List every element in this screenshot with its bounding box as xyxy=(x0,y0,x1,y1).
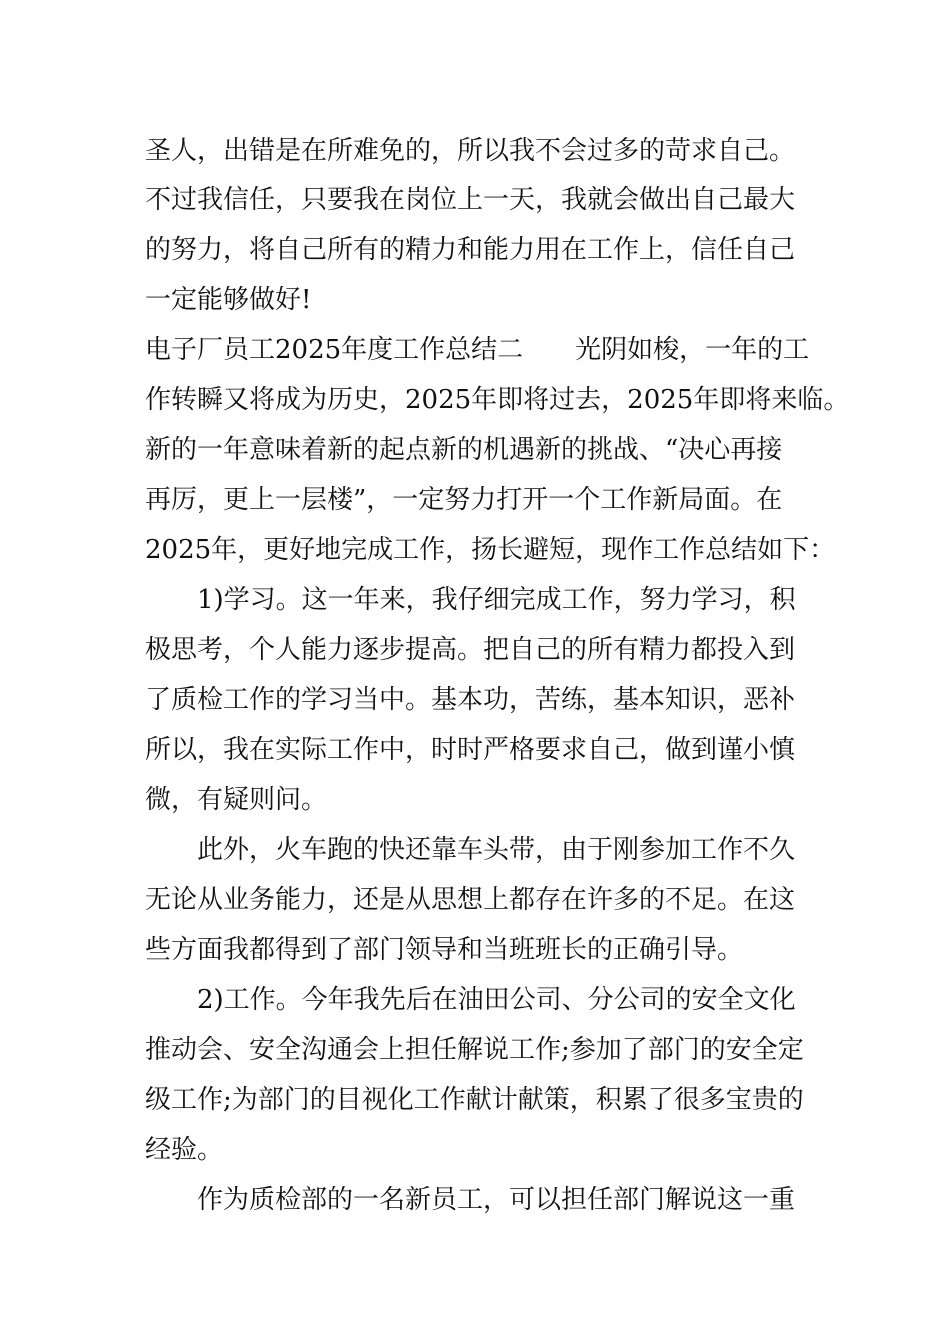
text-line: 圣人，出错是在所难免的，所以我不会过多的苛求自己。 xyxy=(145,136,796,166)
text-line: 2025年，更好地完成工作，扬长避短，现作工作总结如下： xyxy=(145,535,836,565)
text-line: 些方面我都得到了部门领导和当班班长的正确引导。 xyxy=(145,935,744,965)
text-line: 推动会、安全沟通会上担任解说工作;参加了部门的安全定 xyxy=(145,1035,804,1065)
paragraph-start-line: 此外，火车跑的快还靠车头带，由于刚参加工作不久 xyxy=(197,835,796,865)
paragraph-start-line: 1)学习。这一年来，我仔细完成工作，努力学习，积 xyxy=(197,585,796,615)
text-line: 微，有疑则问。 xyxy=(145,785,328,815)
text-line: 的努力，将自己所有的精力和能力用在工作上，信任自己 xyxy=(145,235,796,265)
section-heading-line: 电子厂员工2025年度工作总结二 光阴如梭，一年的工 xyxy=(145,335,810,365)
paragraph-start-line: 2)工作。今年我先后在油田公司、分公司的安全文化 xyxy=(197,985,796,1015)
text-line: 了质检工作的学习当中。基本功，苦练，基本知识，恶补 xyxy=(145,685,796,715)
text-line: 一定能够做好! xyxy=(145,285,312,315)
text-line: 再厉，更上一层楼”，一定努力打开一个工作新局面。在 xyxy=(145,485,783,515)
text-line: 无论从业务能力，还是从思想上都存在许多的不足。在这 xyxy=(145,885,796,915)
paragraph-start-line: 作为质检部的一名新员工，可以担任部门解说这一重 xyxy=(197,1185,796,1215)
text-line: 极思考，个人能力逐步提高。把自己的所有精力都投入到 xyxy=(145,635,796,665)
text-line: 经验。 xyxy=(145,1135,224,1165)
text-line: 不过我信任，只要我在岗位上一天，我就会做出自己最大 xyxy=(145,185,796,215)
text-line: 新的一年意味着新的起点新的机遇新的挑战、“决心再接 xyxy=(145,435,783,465)
text-line: 所以，我在实际工作中，时时严格要求自己，做到谨小慎 xyxy=(145,735,796,765)
text-line: 级工作;为部门的目视化工作献计献策，积累了很多宝贵的 xyxy=(145,1085,804,1115)
text-line: 作转瞬又将成为历史，2025年即将过去，2025年即将来临。 xyxy=(145,385,850,415)
